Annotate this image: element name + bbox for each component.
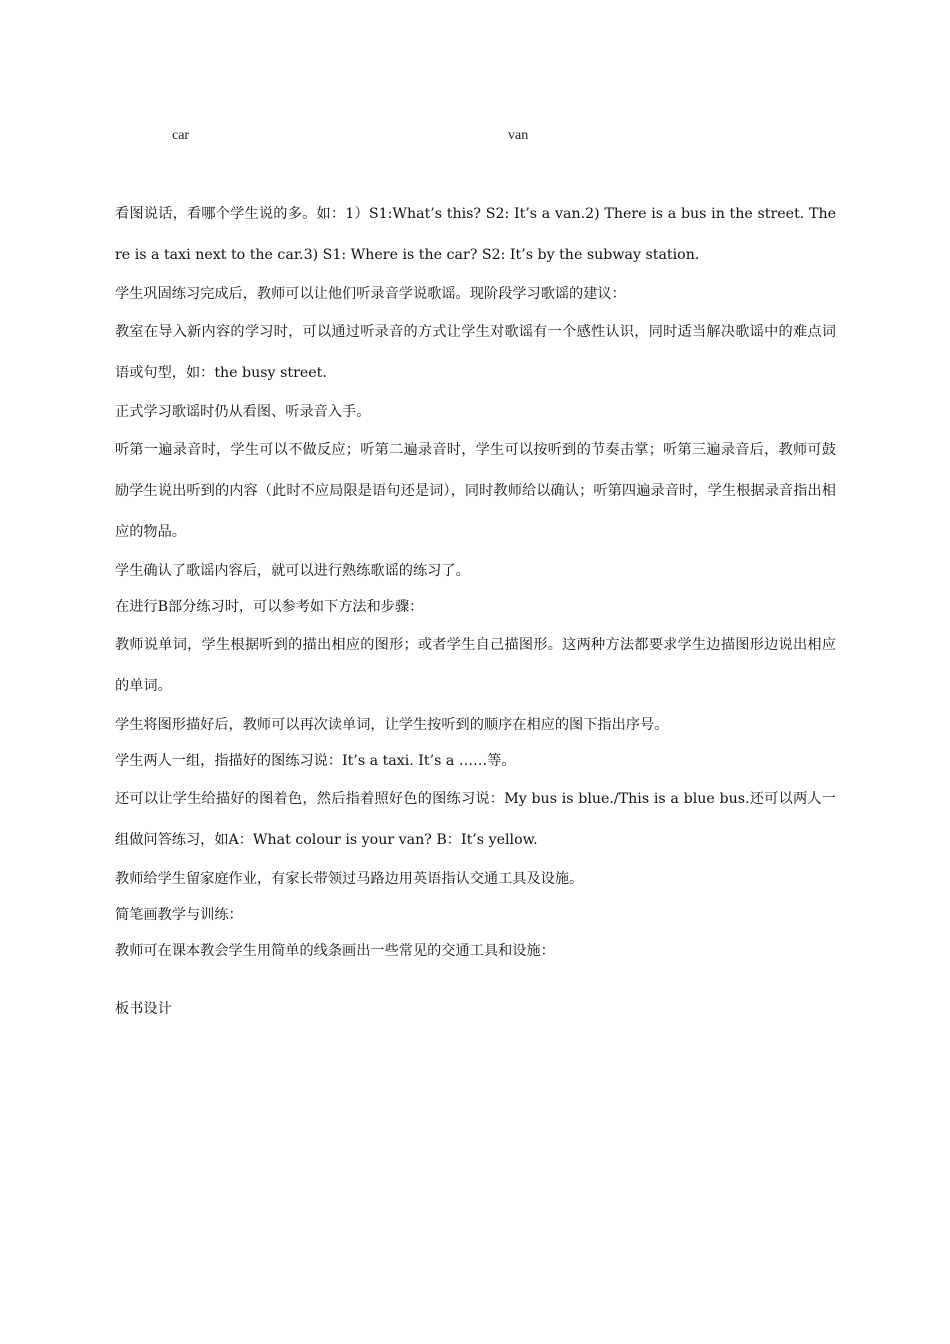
paragraph-coloring: 还可以让学生给描好的图着色，然后指着照好色的图练习说：My bus is blue./This is a blue bus.还可以两人一组做问答练习，如A：What colour is your van? B：It’s yellow.: [115, 791, 836, 848]
paragraph-pair-practice: 学生两人一组，指描好的图练习说：It’s a taxi. It’s a ……等。: [115, 753, 516, 769]
paragraph-picture-talk: 看图说话，看哪个学生说的多。如：1）S1:What’s this? S2: It’s a van.2) There is a bus in the street. There is a taxi next to the car.3) S1: Where is the car? S2: It’s by the subway station.: [115, 206, 836, 263]
paragraph-part-b-intro: 在进行B部分练习时，可以参考如下方法和步骤：: [115, 599, 424, 615]
figure-caption-van: van: [508, 128, 529, 143]
paragraph-chant-preview: 教室在导入新内容的学习时，可以通过听录音的方式让学生对歌谣有一个感性认识，同时适当解决歌谣中的难点词语或句型，如：the busy street.: [115, 324, 836, 381]
paragraph-sketch-instruction: 教师可在课本教会学生用简单的线条画出一些常见的交通工具和设施：: [115, 943, 555, 959]
paragraph-chant-formal: 正式学习歌谣时仍从看图、听录音入手。: [115, 404, 371, 420]
paragraph-chant-practice: 学生确认了歌谣内容后，就可以进行熟练歌谣的练习了。: [115, 563, 470, 579]
paragraph-homework: 教师给学生留家庭作业，有家长带领过马路边用英语指认交通工具及设施。: [115, 871, 584, 887]
document-body: [115, 194, 836, 1027]
paragraph-chant-intro: 学生巩固练习完成后，教师可以让他们听录音学说歌谣。现阶段学习歌谣的建议：: [115, 286, 626, 302]
figure-caption-car: car: [172, 128, 190, 143]
paragraph-listening-steps: 听第一遍录音时，学生可以不做反应；听第二遍录音时，学生可以按听到的节奏击掌；听第三遍录音后，教师可鼓励学生说出听到的内容（此时不应局限是语句还是词），同时教师给以确认；听第四遍录音时，学生根据录音指出相应的物品。: [115, 442, 836, 540]
paragraph-numbering: 学生将图形描好后，教师可以再次读单词，让学生按听到的顺序在相应的图下指出序号。: [115, 717, 669, 733]
board-design-heading: 板书设计: [115, 1001, 172, 1017]
paragraph-tracing: 教师说单词，学生根据听到的描出相应的图形；或者学生自己描图形。这两种方法都要求学生边描图形边说出相应的单词。: [115, 637, 836, 694]
paragraph-sketch-heading: 简笔画教学与训练：: [115, 907, 243, 923]
